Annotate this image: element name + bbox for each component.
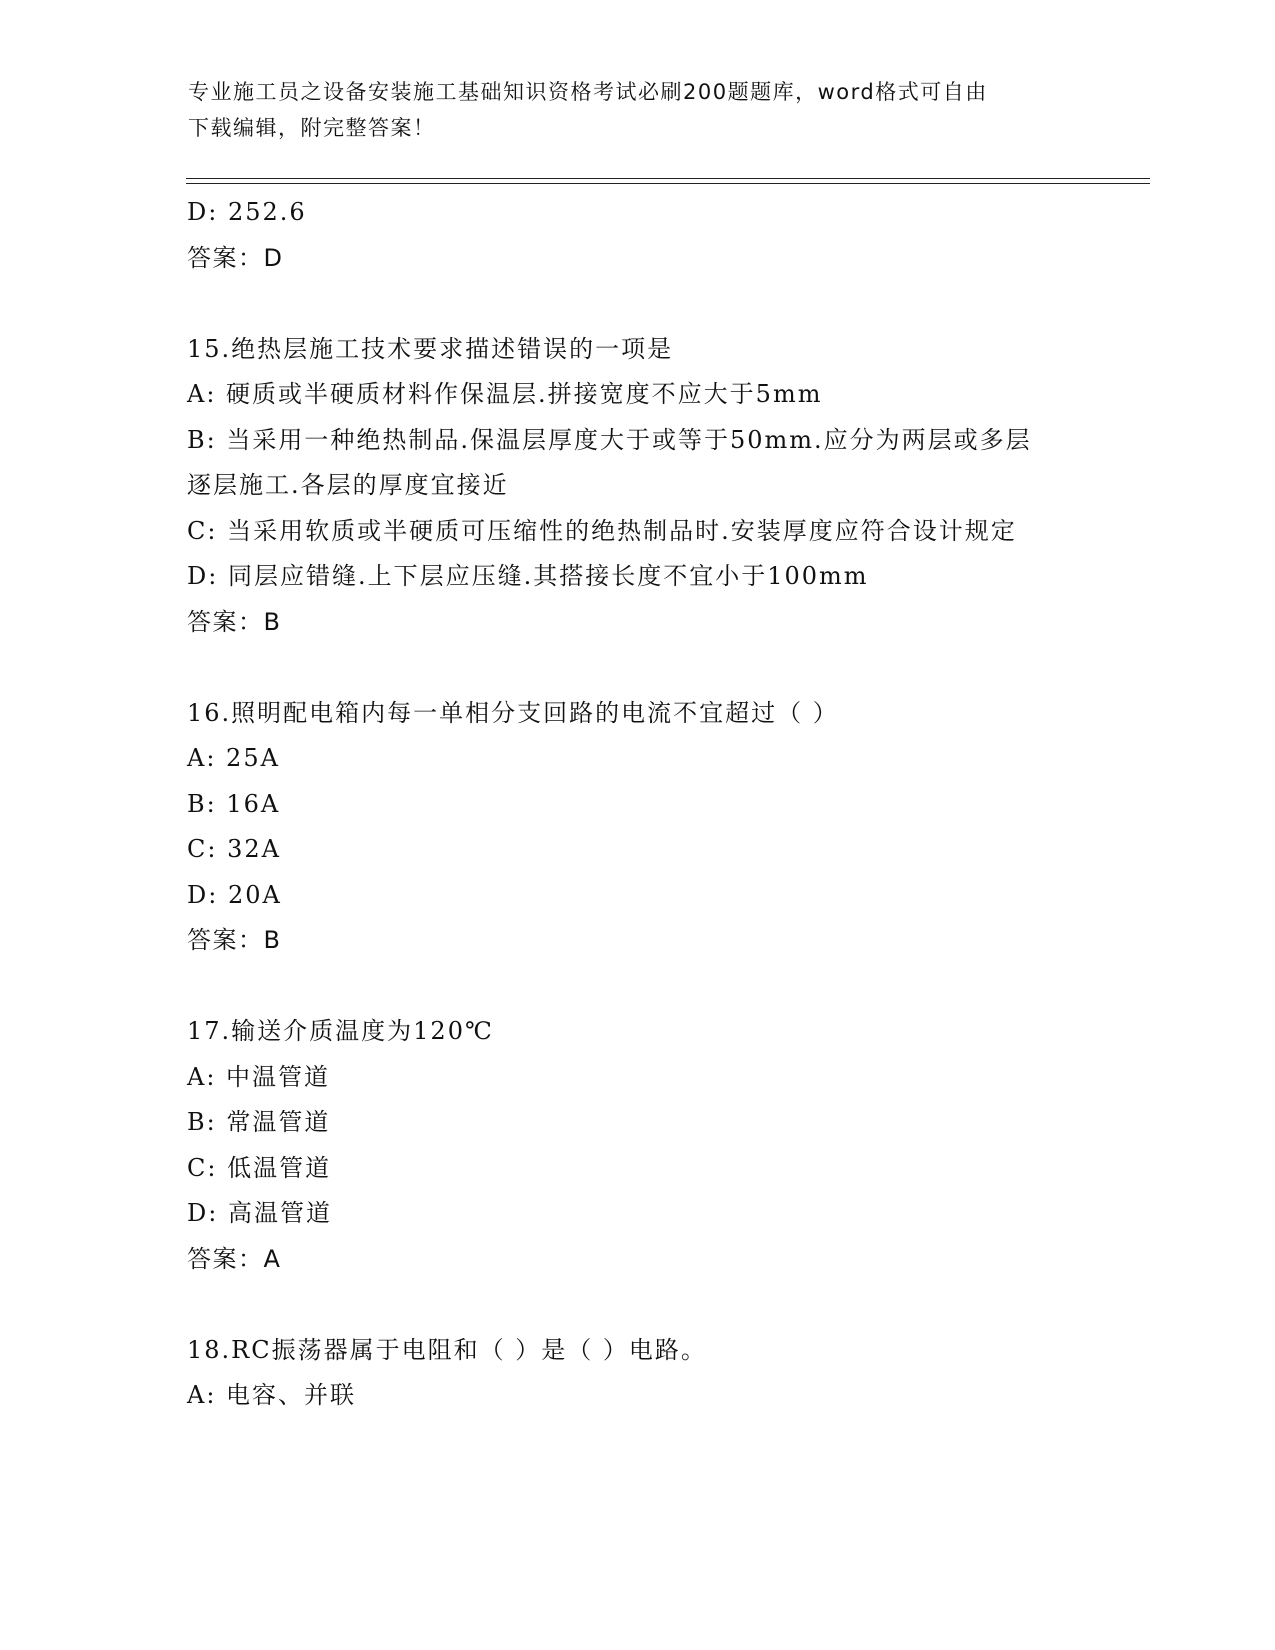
- option-b: B: 16A: [187, 789, 281, 818]
- question-stem: 18.RC振荡器属于电阻和（ ）是（ ）电路。: [187, 1335, 707, 1364]
- question-18: [187, 1328, 1087, 1419]
- option-c: C: 当采用软质或半硬质可压缩性的绝热制品时.安装厚度应符合设计规定: [187, 516, 1017, 545]
- option-a: A: 硬质或半硬质材料作保温层.拼接宽度不应大于5mm: [187, 380, 823, 408]
- spacer: [187, 645, 1087, 691]
- option-b: B: 当采用一种绝热制品.保温层厚度大于或等于50mm.应分为两层或多层逐层施工.各层的厚度宜接近: [187, 425, 1032, 499]
- answer-line: 答案：B: [187, 607, 282, 636]
- spacer: [187, 964, 1087, 1010]
- question-17: [187, 1009, 1087, 1282]
- spacer: [187, 1282, 1087, 1328]
- option-d: D: 高温管道: [187, 1199, 332, 1227]
- spacer: [187, 281, 1087, 327]
- option-c: C: 低温管道: [187, 1153, 332, 1182]
- document-header: [188, 74, 1088, 146]
- question-stem: 17.输送介质温度为120℃: [187, 1017, 494, 1045]
- option-a: A: 电容、并联: [187, 1381, 357, 1409]
- answer-line: 答案：D: [187, 243, 284, 272]
- question-content: [187, 190, 1087, 1419]
- header-divider-bottom: [186, 183, 1150, 184]
- question-15: [187, 327, 1087, 646]
- question-stem: 15.绝热层施工技术要求描述错误的一项是: [187, 334, 674, 363]
- answer-line: 答案：B: [187, 926, 282, 954]
- answer-line: 答案：A: [187, 1244, 282, 1273]
- option-c: C: 32A: [187, 835, 281, 863]
- option-d: D: 20A: [187, 880, 282, 909]
- header-divider-top: [186, 178, 1150, 179]
- question-stem: 16.照明配电箱内每一单相分支回路的电流不宜超过（ ）: [187, 698, 839, 727]
- option-d: D: 同层应错缝.上下层应压缝.其搭接长度不宜小于100mm: [187, 562, 869, 590]
- option-d: D: 252.6: [187, 198, 307, 226]
- header-title-line-2: 下载编辑，附完整答案！: [188, 116, 436, 140]
- previous-question-tail: [187, 190, 1087, 281]
- option-a: A: 25A: [187, 744, 280, 772]
- option-b: B: 常温管道: [187, 1108, 331, 1136]
- header-title-line-1: 专业施工员之设备安装施工基础知识资格考试必刷200题题库，word格式可自由: [188, 80, 988, 104]
- question-16: [187, 691, 1087, 964]
- option-a: A: 中温管道: [187, 1062, 331, 1091]
